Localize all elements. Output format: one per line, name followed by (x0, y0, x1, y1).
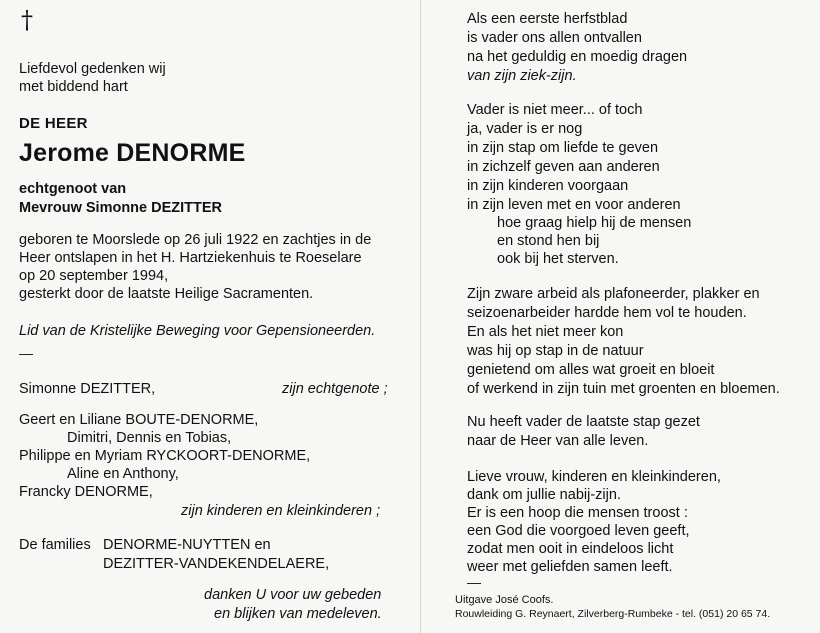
family-1: DENORME-NUYTTEN en (103, 537, 271, 553)
bio-line-1: geboren te Moorslede op 26 juli 1922 en zachtjes in de (19, 232, 372, 248)
poem-line: in zichzelf geven aan anderen (467, 159, 660, 175)
bio-line-3: op 20 september 1994, (19, 268, 169, 284)
poem-line: is vader ons allen ontvallen (467, 30, 642, 46)
bio-line-2: Heer ontslapen in het H. Hartziekenhuis te Roeselare (19, 250, 362, 266)
spouse-name: Mevrouw Simonne DEZITTER (19, 200, 223, 216)
poem-line: Er is een hoop die mensen troost : (467, 505, 688, 521)
poem-line: na het geduldig en moedig dragen (467, 49, 688, 65)
poem-line: weer met geliefden samen leeft. (467, 559, 673, 575)
poem-line: zodat men ooit in eindeloos licht (467, 541, 674, 557)
mourner-child: Francky DENORME, (19, 484, 153, 500)
poem-line: in zijn kinderen voorgaan (467, 178, 629, 194)
poem-line: hoe graag hielp hij de mensen (497, 215, 692, 231)
poem-line: Als een eerste herfstblad (467, 11, 628, 27)
funeral-home-credit: Rouwleiding G. Reynaert, Zilverberg-Rumbeke - tel. (051) 20 65 74. (455, 608, 771, 620)
separator: — (19, 345, 33, 361)
poem-line: in zijn leven met en voor anderen (467, 197, 681, 213)
poem-line: of werkend in zijn tuin met groenten en bloemen. (467, 381, 780, 397)
deceased-title: DE HEER (19, 115, 88, 132)
poem-line: Zijn zware arbeid als plafoneerder, plakker en (467, 286, 760, 302)
poem-line: Lieve vrouw, kinderen en kleinkinderen, (467, 469, 721, 485)
poem-line: ook bij het sterven. (497, 251, 619, 267)
intro-line-2: met biddend hart (19, 79, 128, 95)
poem-line: En als het niet meer kon (467, 324, 624, 340)
publisher-credit: Uitgave José Coofs. (455, 594, 554, 606)
poem-line: Nu heeft vader de laatste stap gezet (467, 414, 700, 430)
poem-line: dank om jullie nabij-zijn. (467, 487, 621, 503)
families-label: De families (19, 537, 91, 553)
deceased-name: Jerome DENORME (19, 139, 246, 167)
poem-line: Vader is niet meer... of toch (467, 102, 643, 118)
membership-line: Lid van de Kristelijke Beweging voor Gepensioneerden. (19, 323, 376, 339)
mourner-children-role: zijn kinderen en kleinkinderen ; (181, 503, 381, 519)
card-fold-line (420, 0, 421, 633)
separator: — (467, 574, 481, 590)
poem-line: een God die voorgoed leven geeft, (467, 523, 690, 539)
poem-line: van zijn ziek-zijn. (467, 68, 577, 84)
poem-line: seizoenarbeider hardde hem vol te houden. (467, 305, 747, 321)
mourner-child: Philippe en Myriam RYCKOORT-DENORME, (19, 448, 311, 464)
mourner-spouse: Simonne DEZITTER, (19, 381, 156, 397)
relation-label: echtgenoot van (19, 181, 127, 197)
thanks-line-1: danken U voor uw gebeden (204, 587, 382, 603)
mourner-child: Geert en Liliane BOUTE-DENORME, (19, 412, 259, 428)
family-2: DEZITTER-VANDEKENDELAERE, (103, 556, 330, 572)
mourner-grandchildren: Aline en Anthony, (67, 466, 179, 482)
intro-line-1: Liefdevol gedenken wij (19, 61, 166, 77)
cross-icon: † (21, 6, 33, 34)
poem-line: was hij op stap in de natuur (467, 343, 644, 359)
poem-line: naar de Heer van alle leven. (467, 433, 649, 449)
mourner-spouse-role: zijn echtgenote ; (282, 381, 388, 397)
bio-line-4: gesterkt door de laatste Heilige Sacramenten. (19, 286, 314, 302)
thanks-line-2: en blijken van medeleven. (214, 606, 382, 622)
poem-line: genietend om alles wat groeit en bloeit (467, 362, 715, 378)
poem-line: en stond hen bij (497, 233, 600, 249)
mourner-grandchildren: Dimitri, Dennis en Tobias, (67, 430, 232, 446)
poem-line: in zijn stap om liefde te geven (467, 140, 659, 156)
poem-line: ja, vader is er nog (467, 121, 583, 137)
